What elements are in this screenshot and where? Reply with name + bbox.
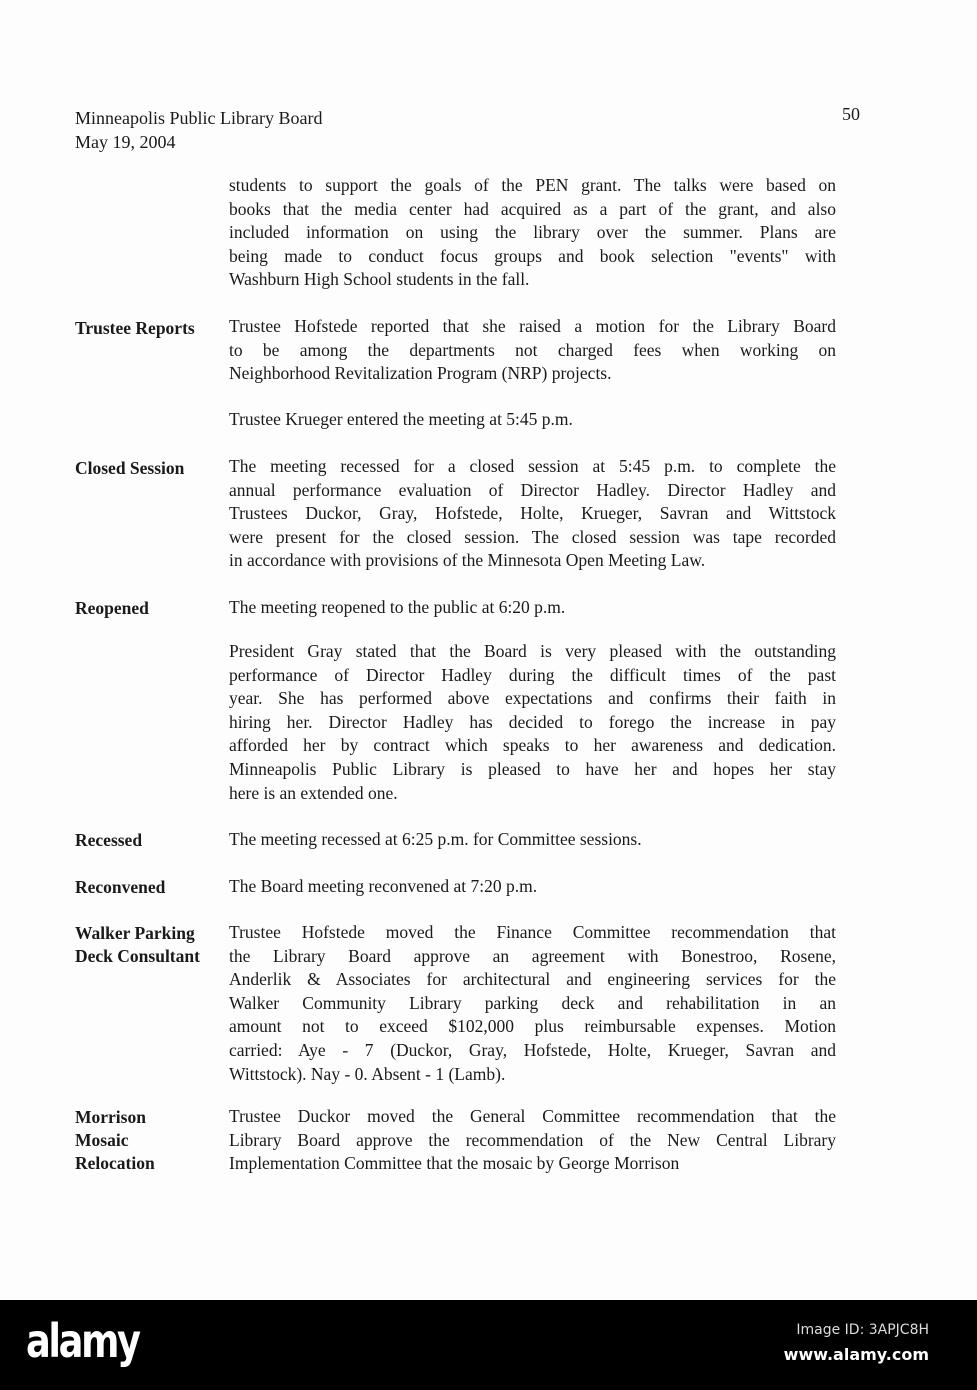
section-paragraph: [229, 408, 836, 432]
text-line: here is an extended one.: [229, 782, 398, 803]
alamy-logo: alamy: [26, 1314, 139, 1368]
section-label: Reconvened: [75, 877, 166, 897]
image-id: Image ID: 3APJC8H: [796, 1322, 929, 1338]
text-line: carried: Aye - 7 (Duckor, Gray, Hofstede, Holte, Krueger, Savran and: [229, 1039, 836, 1060]
watermark-banner: [0, 1300, 977, 1390]
section-label: Trustee Reports: [75, 318, 195, 338]
document-date: May 19, 2004: [75, 132, 176, 152]
text-line: The Board meeting reconvened at 7:20 p.m.: [229, 876, 538, 896]
text-line: The meeting reopened to the public at 6:20 p.m.: [229, 597, 566, 617]
text-line: the Library Board approve an agreement with Bonestroo, Rosene,: [229, 945, 836, 966]
text-line: hiring her. Director Hadley has decided to forego the increase in pay: [229, 711, 836, 732]
section-paragraph: [229, 315, 836, 386]
section-label: Closed Session: [75, 458, 185, 478]
text-line: Washburn High School students in the fall.: [229, 269, 530, 290]
text-line: included information on using the library over the summer. Plans are: [229, 222, 836, 243]
text-line: being made to conduct focus groups and book selection "events" with: [229, 245, 836, 266]
section-paragraph: [229, 828, 836, 852]
section-paragraph: [229, 455, 836, 573]
text-line: Implementation Committee that the mosaic by George Morrison: [229, 1153, 680, 1174]
page-number: 50: [842, 104, 860, 124]
text-line: Wittstock). Nay - 0. Absent - 1 (Lamb).: [229, 1063, 506, 1084]
text-line: Trustee Hofstede reported that she raised a motion for the Library Board: [229, 316, 836, 336]
text-line: Trustees Duckor, Gray, Hofstede, Holte, Krueger, Savran and Wittstock: [229, 503, 836, 524]
text-line: books that the media center had acquired as a part of the grant, and also: [229, 198, 836, 219]
text-line: Trustee Hofstede moved the Finance Committee recommendation that: [229, 922, 836, 942]
text-line: Anderlik & Associates for architectural and engineering services for the: [229, 969, 836, 990]
section-paragraph: [229, 640, 836, 805]
text-line: performance of Director Hadley during the difficult times of the past: [229, 664, 836, 685]
text-line: Minneapolis Public Library is pleased to have her and hopes her stay: [229, 758, 836, 779]
section-label: Walker Parking Deck Consultant: [75, 923, 200, 966]
text-line: in accordance with provisions of the Minnesota Open Meeting Law.: [229, 550, 706, 571]
text-line: year. She has performed above expectations and confirms their faith in: [229, 688, 836, 709]
text-line: The meeting recessed at 6:25 p.m. for Committee sessions.: [229, 829, 642, 849]
text-line: annual performance evaluation of Director Hadley. Director Hadley and: [229, 479, 836, 500]
text-line: afforded her by contract which speaks to her awareness and dedication.: [229, 735, 836, 756]
text-line: to be among the departments not charged fees when working on: [229, 339, 836, 360]
section-paragraph: [229, 1105, 836, 1176]
text-line: Trustee Duckor moved the General Committee recommendation that the: [229, 1106, 836, 1126]
text-line: amount not to exceed $102,000 plus reimbursable expenses. Motion: [229, 1016, 836, 1037]
section-paragraph: [229, 174, 836, 292]
site-url: www.alamy.com: [783, 1345, 929, 1364]
text-line: Walker Community Library parking deck and rehabilitation in an: [229, 992, 836, 1013]
section-paragraph: [229, 596, 836, 620]
section-label: Recessed: [75, 830, 143, 850]
section-label: Reopened: [75, 598, 149, 618]
section-label: Morrison Mosaic Relocation: [75, 1107, 155, 1173]
text-line: were present for the closed session. The closed session was tape recorded: [229, 526, 836, 547]
text-line: President Gray stated that the Board is very pleased with the outstanding: [229, 641, 836, 661]
text-line: Library Board approve the recommendation of the New Central Library: [229, 1129, 836, 1150]
section-paragraph: [229, 921, 836, 1086]
text-line: students to support the goals of the PEN grant. The talks were based on: [229, 175, 836, 195]
document-org: Minneapolis Public Library Board: [75, 108, 323, 128]
text-line: The meeting recessed for a closed session at 5:45 p.m. to complete the: [229, 456, 836, 476]
text-line: Trustee Krueger entered the meeting at 5:45 p.m.: [229, 409, 573, 429]
text-line: Neighborhood Revitalization Program (NRP) projects.: [229, 363, 612, 384]
section-paragraph: [229, 875, 836, 899]
